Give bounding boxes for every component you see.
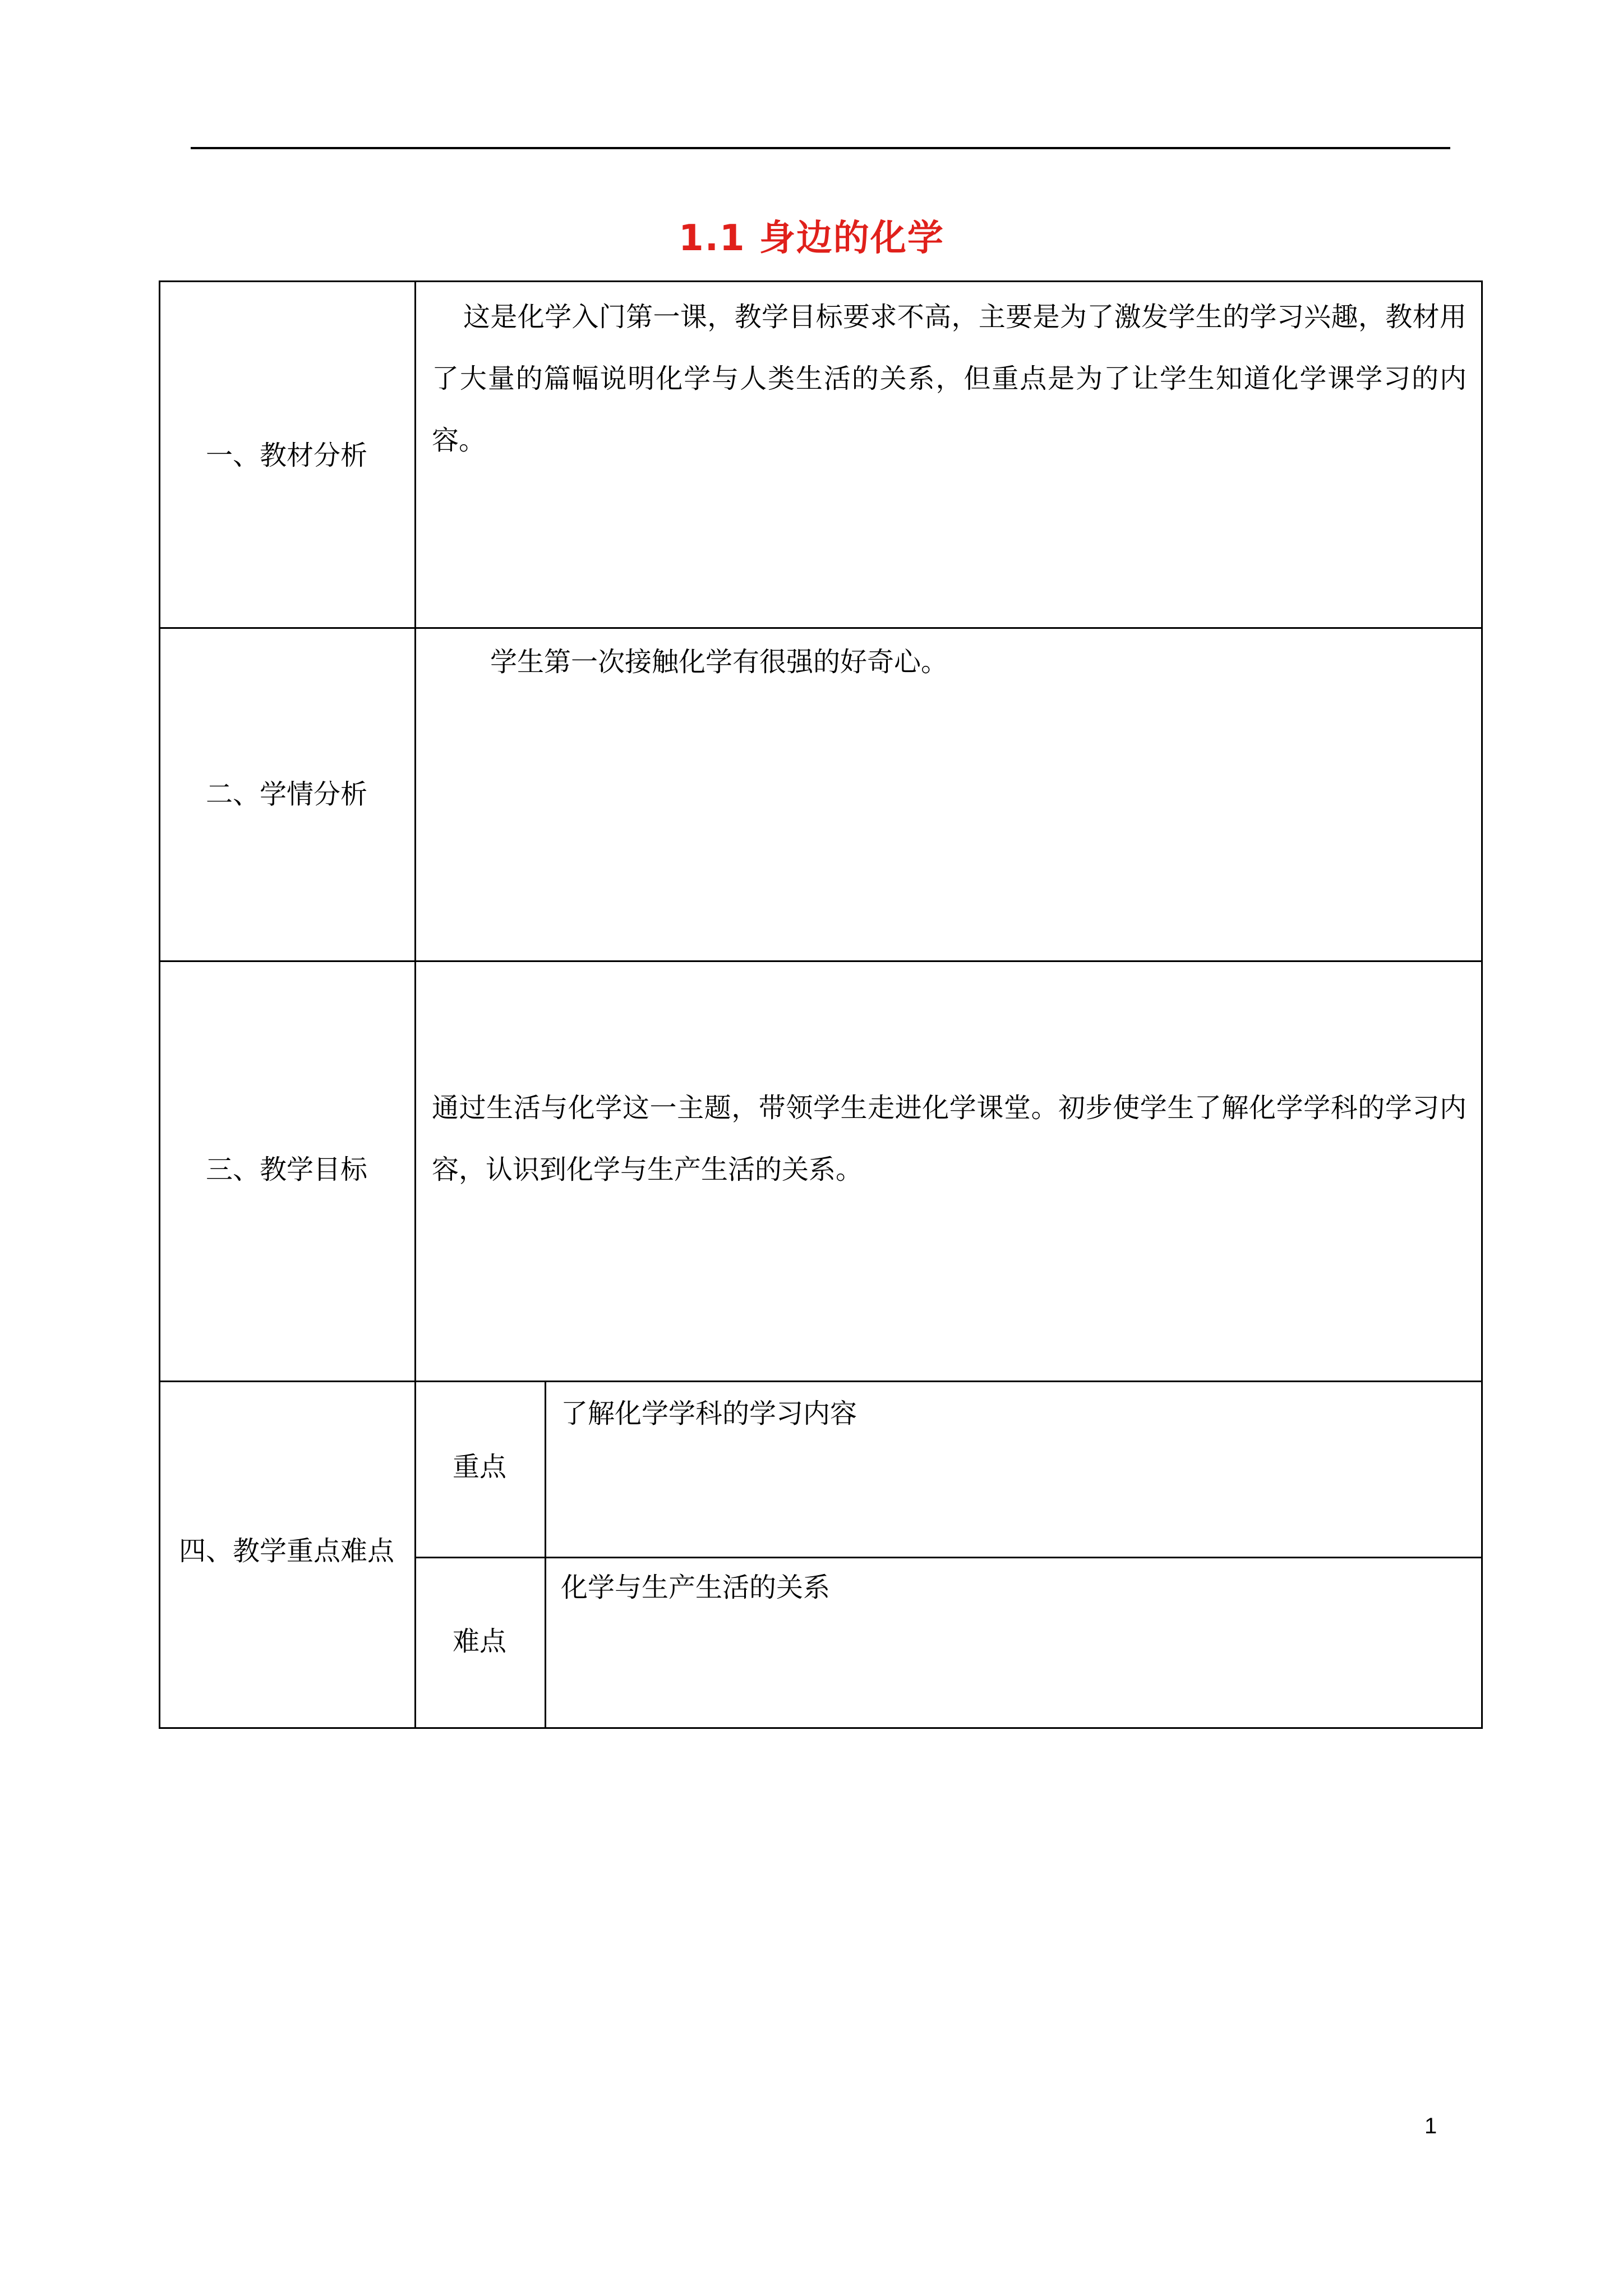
teaching-goals-text: 通过生活与化学这一主题，带领学生走进化学课堂。初步使学生了解化学学科的学习内容，认识到化学与生产生活的关系。 [432,1092,1467,1185]
header-rule [191,147,1450,149]
lesson-plan-table [159,280,1483,1729]
material-analysis-text: 这是化学入门第一课，教学目标要求不高，主要是为了激发学生的学习兴趣，教材用了大量的篇幅说明化学与人类生活的关系，但重点是为了让学生知道化学课学习的内容。 [432,301,1467,456]
difficult-point-text: 化学与生产生活的关系 [561,1572,831,1603]
key-point-label: 重点 [452,1451,506,1483]
key-difficult-label: 四、教学重点难点 [178,1535,394,1567]
label-column-divider [414,280,416,1729]
sub-label-column-divider [545,1381,546,1729]
page-number: 1 [1424,2114,1437,2138]
difficult-point-label: 难点 [452,1626,506,1657]
key-point-text: 了解化学学科的学习内容 [561,1398,857,1429]
row-divider-1 [159,627,1483,629]
page-title: 1.1 身边的化学 [679,218,944,259]
student-analysis-label: 二、学情分析 [205,779,367,810]
teaching-goals-label: 三、教学目标 [205,1154,367,1185]
material-analysis-label: 一、教材分析 [205,440,367,471]
row-divider-2 [159,960,1483,962]
student-analysis-text: 学生第一次接触化学有很强的好奇心。 [490,646,948,678]
row-divider-3 [159,1381,1483,1382]
